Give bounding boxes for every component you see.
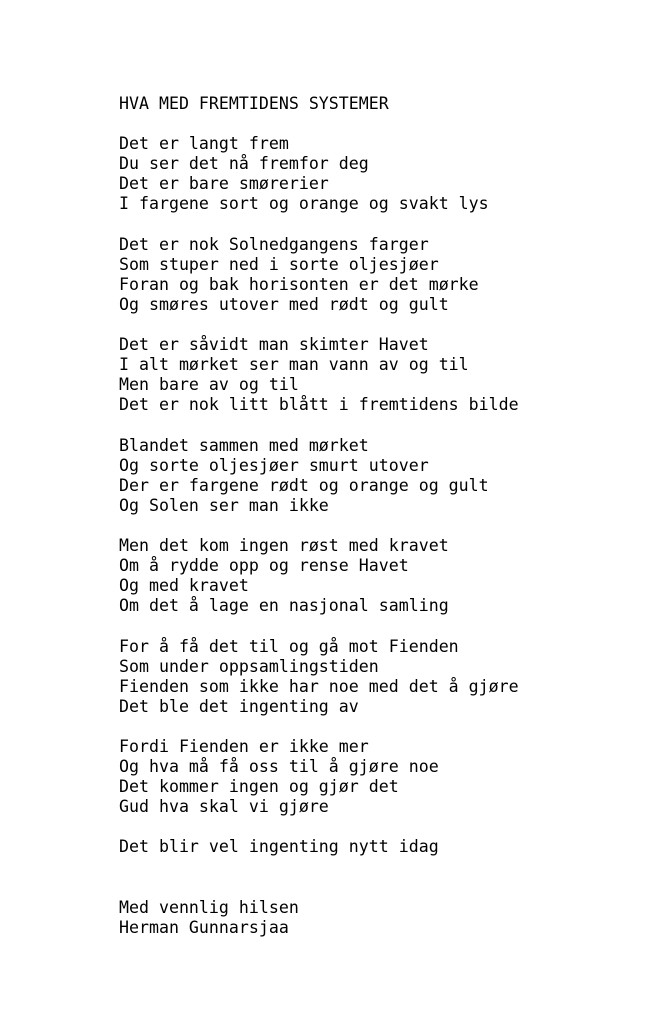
poem-title: HVA MED FREMTIDENS SYSTEMER bbox=[119, 94, 389, 113]
verse-line: Det er nok Solnedgangens farger bbox=[119, 234, 429, 254]
stanza-4 bbox=[119, 436, 639, 516]
verse-line: I alt mørket ser man vann av og til bbox=[119, 355, 469, 375]
verse-line: Du ser det nå fremfor deg bbox=[119, 154, 369, 174]
verse-line: Men bare av og til bbox=[119, 375, 299, 395]
verse-line: Det er bare smørerier bbox=[119, 174, 329, 194]
verse-line: Og Solen ser man ikke bbox=[119, 495, 329, 515]
verse-line: I fargene sort og orange og svakt lys bbox=[119, 194, 489, 214]
verse-line: Det er nok litt blått i fremtidens bilde bbox=[119, 395, 519, 415]
verse-line: Om å rydde opp og rense Havet bbox=[119, 556, 409, 576]
verse-line: Fordi Fienden er ikke mer bbox=[119, 737, 369, 756]
stanza-2 bbox=[119, 235, 639, 315]
stanza-3 bbox=[119, 335, 639, 415]
verse-line: Det ble det ingenting av bbox=[119, 696, 359, 716]
stanza-1 bbox=[119, 134, 639, 214]
verse-line: Fienden som ikke har noe med det å gjøre bbox=[119, 676, 519, 696]
poem-document bbox=[119, 94, 639, 938]
closing-greeting: Med vennlig hilsen bbox=[119, 897, 299, 917]
signature: Herman Gunnarsjaa bbox=[119, 917, 289, 937]
verse-line: Blandet sammen med mørket bbox=[119, 435, 369, 455]
verse-line: Det blir vel ingenting nytt idag bbox=[119, 837, 439, 857]
verse-line: Det er såvidt man skimter Havet bbox=[119, 335, 429, 355]
verse-line: Foran og bak horisonten er det mørke bbox=[119, 274, 479, 294]
verse-line: For å få det til og gå mot Fienden bbox=[119, 636, 459, 656]
verse-line: Det er langt frem bbox=[119, 134, 289, 154]
verse-line: Som under oppsamlingstiden bbox=[119, 656, 379, 676]
stanza-8 bbox=[119, 837, 639, 857]
verse-line: Gud hva skal vi gjøre bbox=[119, 797, 329, 817]
verse-line: Men det kom ingen røst med kravet bbox=[119, 536, 449, 556]
verse-line: Der er fargene rødt og orange og gult bbox=[119, 475, 489, 495]
verse-line: Og med kravet bbox=[119, 576, 249, 596]
stanza-5 bbox=[119, 536, 639, 616]
verse-line: Og smøres utover med rødt og gult bbox=[119, 294, 449, 314]
closing bbox=[119, 898, 639, 938]
verse-line: Om det å lage en nasjonal samling bbox=[119, 596, 449, 616]
stanza-6 bbox=[119, 637, 639, 717]
verse-line: Det kommer ingen og gjør det bbox=[119, 777, 399, 797]
verse-line: Og sorte oljesjøer smurt utover bbox=[119, 455, 429, 475]
stanza-7 bbox=[119, 737, 639, 817]
verse-line: Og hva må få oss til å gjøre noe bbox=[119, 757, 439, 777]
verse-line: Som stuper ned i sorte oljesjøer bbox=[119, 254, 439, 274]
